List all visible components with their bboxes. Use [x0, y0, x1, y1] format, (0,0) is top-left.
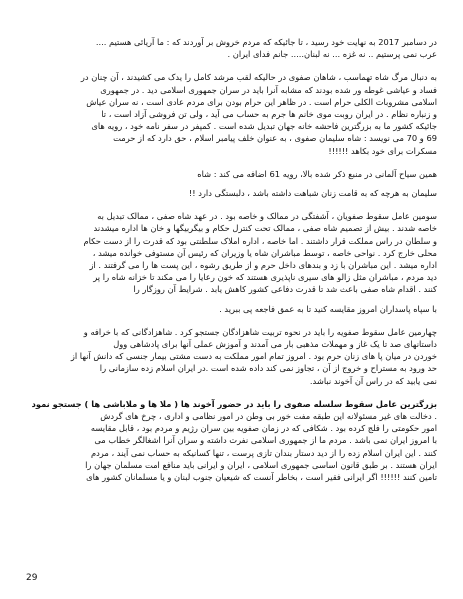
page-number: 29: [26, 573, 38, 583]
text-line: با امروز ایران نمی باشد . مردم ما از جمهوری اسلامی نفرت داشته و سران آنرا اشغالگر خطاب می: [94, 435, 437, 446]
text-line: کنند . اقدام شاه صفی باعث شد تا قدرت دفاعی کشور کاهش یابد . شرایط آن روزگار را: [133, 284, 437, 295]
text-line: مسکرات برای خود بکاهد !!!!!!: [328, 145, 437, 156]
text-line: اسلامی مشروبات الکلی حرام است . در ظاهر این حرام بودن برای مردم عادی است ، نه سران عیاش: [86, 96, 437, 107]
text-line: نمی یابید که در راس آن آخوند نباشد.: [309, 375, 437, 386]
paragraph-4: [26, 187, 437, 199]
text-line: کنند . این ایران اسلام زده را از دید دستار بندان تازی پرست ، تنها کسانیکه به حساب نمی آیند ، مردم: [90, 447, 437, 458]
paragraph-7: [26, 326, 437, 387]
text-line: تامین کنند !!!!!! اگر ایرانی فقیر است ، بخاطر آنست که شیعیان جنوب لبنان و یا مسلمانان کشور های: [86, 472, 437, 483]
paragraph-6: [26, 303, 437, 315]
text-line: حد ورود به مستراح و خروج از آن ، تجاوز نمی کند داده شده است .در ایران اسلام زده سازمانی را: [99, 363, 437, 374]
text-line: چهارمین عامل سقوط صفویه را باید در نحوه تربیت شاهزادگان جستجو کرد . شاهزادگانی که با خرافه و: [83, 326, 437, 337]
text-line: با سپاه پاسداران امروز مقایسه کنید تا به عمق فاجعه پی ببرید .: [219, 303, 437, 314]
text-line: خوردن در میان پا های زنان حرم بود . امروز تمام امور مملکت به دست مشتی بیمار جنسی که دانش آنها از: [70, 351, 437, 362]
text-line: و سلطان در راس مملکت قرار داشتند . اما خاصه ، اداره املاک سلطنتی بود که قدرت را از دست حکام: [83, 235, 437, 246]
text-line: عرب نمی پرستیم .. نه غزه ... نه لبنان..... جانم فدای ایران .: [227, 49, 437, 60]
paragraph-1: [26, 36, 437, 60]
text-line: اداره میشد . این مباشران با زد و بندهای داخل حرم و از طریق رشوه ، این پست ها را می گرفتند . از: [89, 260, 437, 271]
text-line: به دنبال مرگ شاه تهماسب ، شاهان صفوی در حالیکه لقب مرشد کامل را یدک می کشیدند ، آن چنان در: [80, 72, 437, 83]
page-body: [26, 36, 437, 490]
text-line: و زنباره نظام . در ایران روبت موی خانم ها جرم به حساب می آید ، ولی تن فروشی آزاد است ، تا: [101, 109, 437, 120]
text-line: ایران هستند . بر طبق قانون اساسی جمهوری اسلامی ، ایران و ایرانی باید منافع امت مسلمان جهان را: [85, 459, 437, 470]
paragraph-5: [26, 210, 437, 295]
text-line: در دسامبر 2017 به نهایت خود رسید ، تا جائیکه که مردم خروش بر آوردند که : ما آریائی هستیم ....: [95, 37, 437, 47]
text-line: دید مردم ، مباشران مثل زالو های سیری ناپذیری هستند که خون رعایا را می مکند تا خزانه شاه را پر: [93, 272, 437, 283]
text-line: امور حکومتی را فلج کرده بود . شکافی که در زمان صفویه بین سران رژیم و مردم بود ، قابل مقایسه: [90, 423, 437, 434]
text-line: جائیکه کشور ما به بزرگترین فاحشه خانه جهان تبدیل شده است . کمپفر در سفر نامه خود ، رویه های: [91, 121, 437, 132]
paragraph-3: [26, 168, 437, 180]
text-line: داستانهای صد تا یک غاز و مهملات مذهبی بار می آمدند و آموزش عملی آنها برای پادشاهی وول: [113, 339, 437, 350]
paragraph-2: [26, 71, 437, 156]
text-line: همین سیاح آلمانی در منبع ذکر شده بالا، رویه 61 اضافه می کند : شاه: [197, 168, 437, 179]
text-line: 69 و 70 می نویسد : شاه سلیمان صفوی ، به عنوان خلف پیامبر اسلام ، حق دارد که از حرمت: [113, 133, 437, 144]
text-line: فساد و عیاشی غوطه ور شده بودند که مشابه آنرا باید در سران جمهوری اسلامی دید . در جمهوری: [100, 84, 437, 95]
text-line: محلی خارج کرد . نواحی خاصه ، توسط مباشران شاه یا وزیران که رئیس آن مستوفی خوانده میشد ،: [92, 247, 437, 258]
paragraph-8: [26, 398, 437, 483]
text-line: سومین عامل سقوط صفویان ، آشفتگی در ممالک و خاصه بود . در عهد شاه صفی ، ممالک تبدیل به: [97, 211, 437, 222]
text-line: سلیمان به هرچه که به قامت زنان شباهت داشته باشد ، دلبستگی دارد !!: [188, 188, 437, 199]
text-line: . دخالت های غیر مسئولانه این طبقه مفت خور بی وطن در امور نظامی و اداری ، چرخ های گردش: [100, 411, 437, 422]
text-line: خاصه شدند . بیش از تصمیم شاه صفی ، ممالک تحت کنترل حکام و بیگربیگها و خان ها اداره میشدند: [93, 223, 437, 234]
bold-heading-line: بزرگترین عامل سقوط سلسله صفوی را باید در حضور آخوند ها ( ملا ها و ملاباشی ها ) جستجو نمود: [31, 398, 437, 409]
